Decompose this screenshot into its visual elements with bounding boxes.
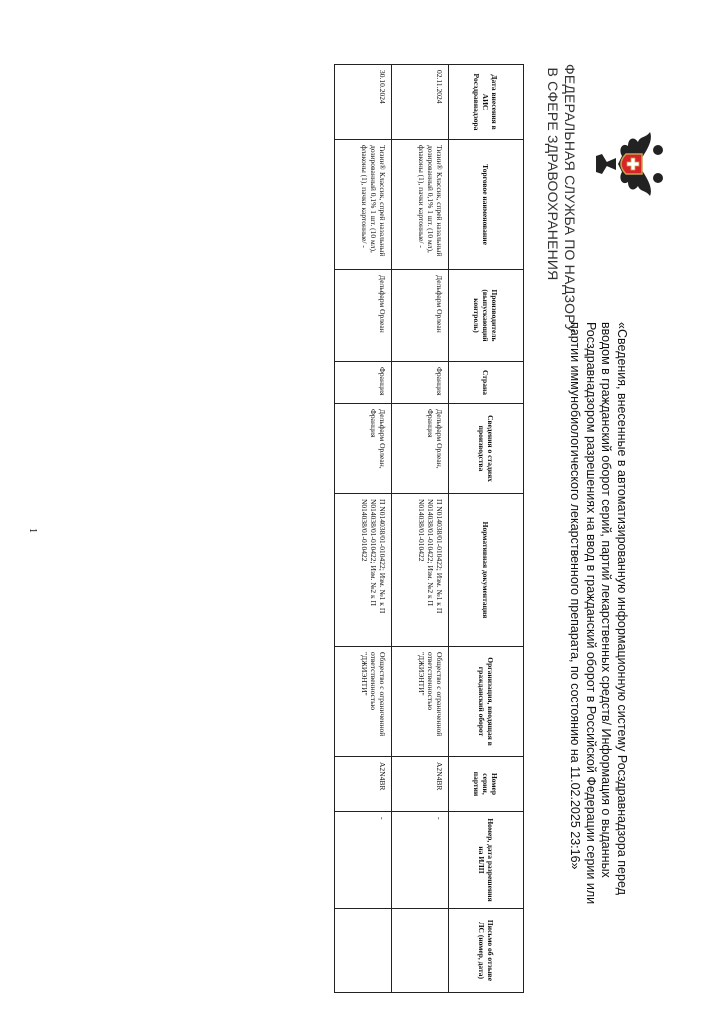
table-cell: 02.11.2024 <box>392 65 449 140</box>
agency-name-line1: ФЕДЕРАЛЬНАЯ СЛУЖБА ПО НАДЗОРУ <box>562 64 578 333</box>
table-row <box>392 65 449 993</box>
table-cell: Дельфарм Орлеан, Франция <box>392 404 449 494</box>
table-cell: П N014038/01-010422; Изм. №1 к П N014038/01-010422; Изм. №2 к П N014038/01-010422 <box>335 494 392 647</box>
column-header: Номер серии, партии <box>449 757 524 812</box>
agency-name-line2: В СФЕРЕ ЗДРАВООХРАНЕНИЯ <box>545 67 561 281</box>
column-header: Нормативная документация <box>449 494 524 647</box>
table-cell: Дельфарм Орлеан <box>392 270 449 362</box>
document-heading: «Сведения, внесенные в автоматизированную информационную систему Росздравнадзора перед вводом в гражданский оборот серий, партий лекарственных средств/ Информация о выданных Росздравнадзором разрешениях на ввод в гражданский оборот в Российской Федерации серии или партии иммунобиологического лекарственного препарата, по состоянию на 11.02.2025 23:16» <box>568 322 629 905</box>
table-cell: - <box>392 812 449 909</box>
table-cell <box>335 909 392 993</box>
table-header-row <box>449 65 524 993</box>
table-cell: Франция <box>335 362 392 404</box>
page-number: 1 <box>27 528 38 533</box>
table-cell <box>392 909 449 993</box>
table-cell: Дельфарм Орлеан <box>335 270 392 362</box>
table-cell: Дельфарм Орлеан, Франция <box>335 404 392 494</box>
column-header: Письмо об отзыве ЛС (номер, дата) <box>449 909 524 993</box>
table-cell: Тизин® Классик, спрей назальный дозированный 0,1% 1 шт. (10 мл), флаконы (1), пачки картонные/ - <box>335 140 392 270</box>
table-row <box>335 65 392 993</box>
table-cell: Общество с ограниченной ответственностью "ДЖИЭНТИ" <box>335 647 392 757</box>
table-cell: Общество с ограниченной ответственностью "ДЖИЭНТИ" <box>392 647 449 757</box>
column-header: Производитель (выпускающий контроль) <box>449 270 524 362</box>
table-cell: 30.10.2024 <box>335 65 392 140</box>
column-header: Торговое наименование <box>449 140 524 270</box>
table-cell: П N014038/01-010422; Изм. №1 к П N014038/01-010422; Изм. №2 к П N014038/01-010422 <box>392 494 449 647</box>
column-header: Сведения о стадиях производства <box>449 404 524 494</box>
double-headed-eagle-emblem-icon <box>588 128 668 200</box>
table-cell: Франция <box>392 362 449 404</box>
agency-name <box>544 64 578 333</box>
table-cell: Тизин® Классик, спрей назальный дозированный 0,1% 1 шт. (10 мл), флаконы (1), пачки картонные/ - <box>392 140 449 270</box>
register-table <box>334 64 524 993</box>
table-cell: A2N4BR <box>335 757 392 812</box>
column-header: Организация, вводящая в гражданский оборот <box>449 647 524 757</box>
column-header: Страна <box>449 362 524 404</box>
column-header: Номер, дата разрешения на ИЛП <box>449 812 524 909</box>
table-cell: A2N4BR <box>392 757 449 812</box>
column-header: Дата внесения в АИС Росздравнадзора <box>449 65 524 140</box>
table-cell: - <box>335 812 392 909</box>
